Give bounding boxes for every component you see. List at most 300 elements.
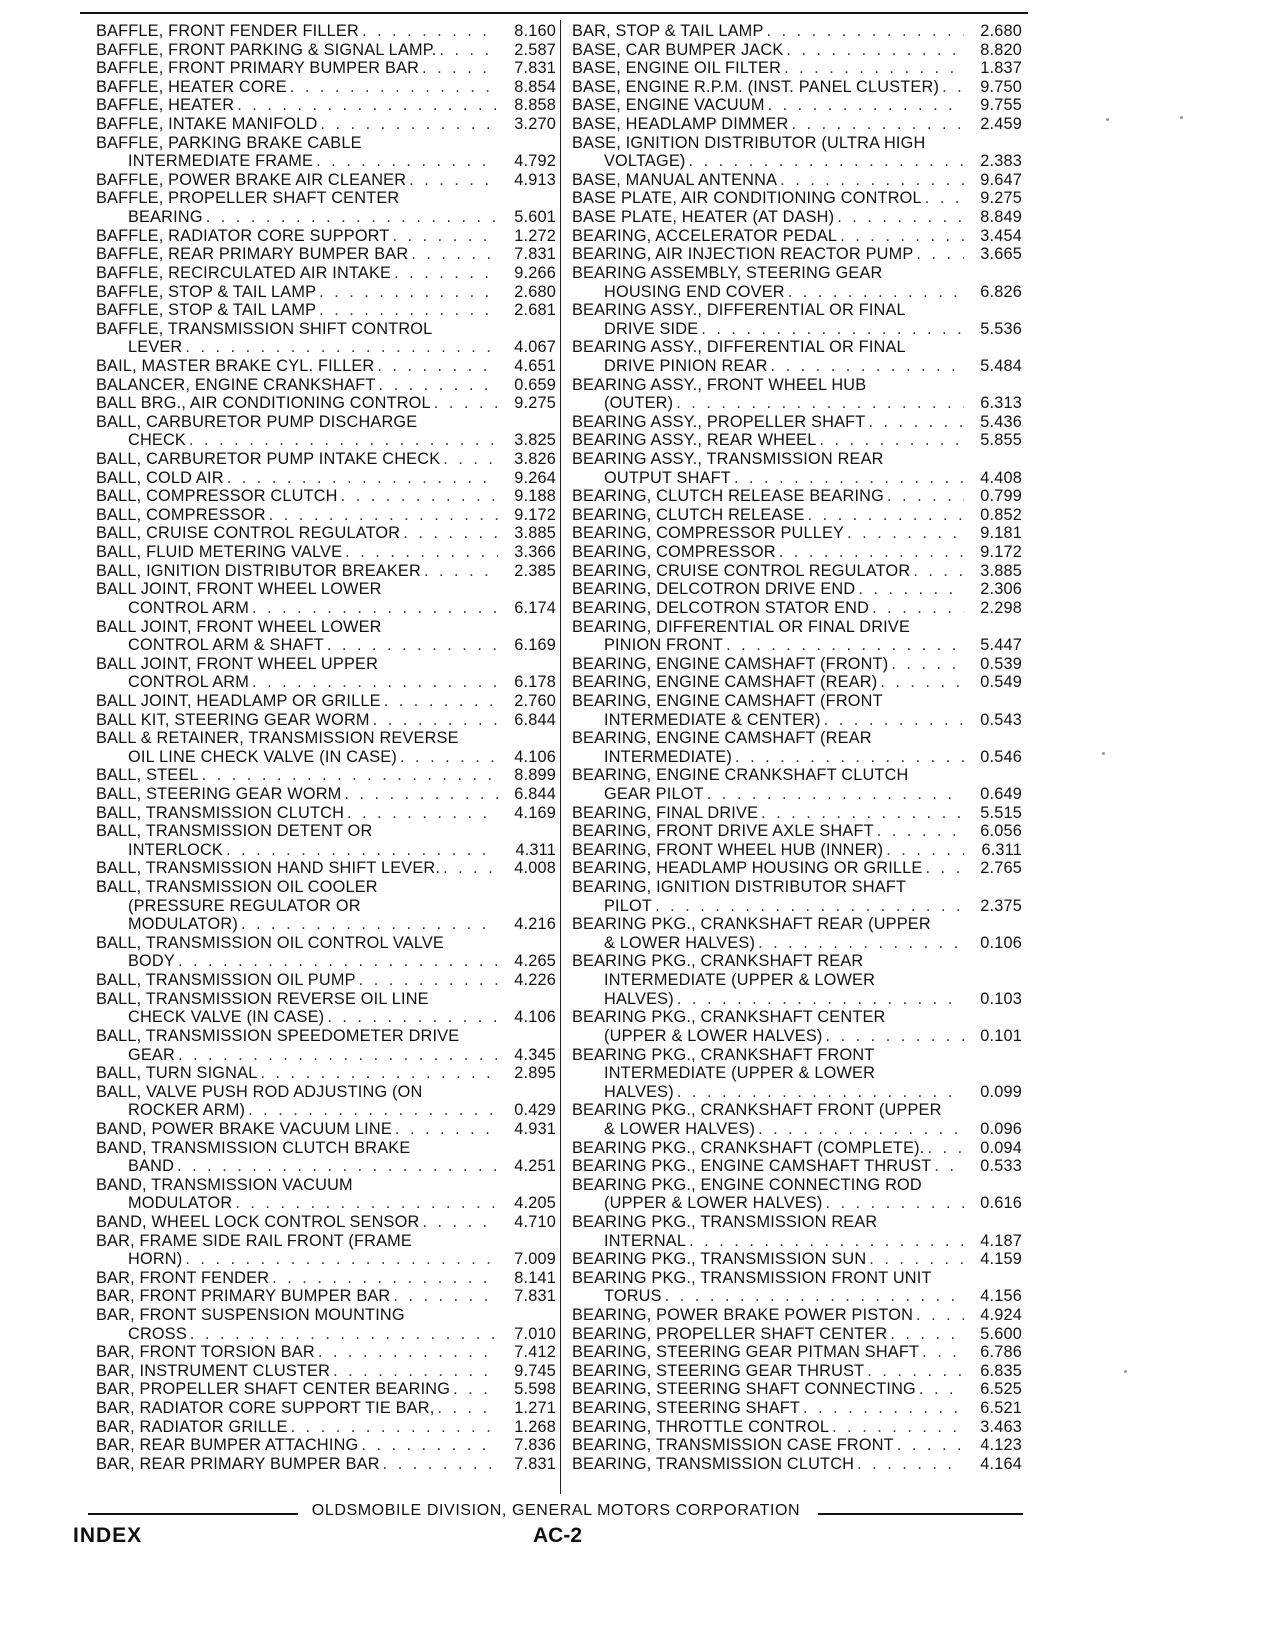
index-entry-text: BAFFLE, STOP & TAIL LAMP — [96, 282, 317, 301]
index-page-ref: 0.543 — [980, 710, 1022, 729]
index-page-ref: 4.106 — [514, 747, 556, 766]
index-entry-line — [572, 841, 1022, 860]
index-entry-text: BAR, REAR BUMPER ATTACHING — [96, 1436, 359, 1455]
index-entry — [572, 692, 1022, 729]
index-entry-text: INTERMEDIATE) — [604, 747, 733, 766]
index-entry — [572, 673, 1022, 692]
index-entry — [96, 524, 556, 543]
index-page-ref: 5.484 — [980, 356, 1022, 375]
dot-leader — [406, 171, 498, 190]
index-entry — [572, 1399, 1022, 1418]
index-entry-text: BEARING PKG., TRANSMISSION REAR — [572, 1213, 878, 1231]
index-entry-text: BALL, TRANSMISSION SPEEDOMETER DRIVE — [96, 1026, 460, 1045]
index-entry-text: BALL, CRUISE CONTROL REGULATOR — [96, 524, 401, 543]
index-entry-line — [572, 580, 1022, 599]
index-entry — [572, 1101, 1022, 1138]
index-page-ref: 4.123 — [980, 1436, 1022, 1455]
index-page-ref: 7.831 — [514, 1287, 556, 1306]
dot-leader — [887, 1325, 964, 1344]
index-entry — [96, 134, 556, 171]
index-entry-text: BEARING, TRANSMISSION CLUTCH — [572, 1454, 855, 1473]
index-entry — [572, 78, 1022, 97]
dot-leader — [287, 78, 498, 97]
index-entry-line — [96, 96, 556, 115]
index-page-ref: 2.385 — [514, 561, 556, 580]
index-entry-line — [572, 431, 1022, 450]
index-entry-text: BEARING ASSY., TRANSMISSION REAR — [572, 450, 884, 469]
dot-leader — [674, 990, 964, 1009]
index-entry-text: BAR, STOP & TAIL LAMP — [572, 22, 764, 40]
dot-leader — [765, 96, 964, 115]
dot-leader — [392, 1120, 498, 1139]
dot-leader — [203, 208, 498, 227]
dot-leader — [330, 1362, 498, 1381]
index-entry-line — [572, 1362, 1022, 1381]
index-entry — [96, 859, 556, 878]
index-entry — [572, 618, 1022, 655]
index-entry — [572, 1455, 1022, 1474]
index-page-ref: 1.271 — [514, 1399, 556, 1418]
index-page-ref: 4.924 — [980, 1306, 1022, 1325]
index-entry-text: BALL, VALVE PUSH ROD ADJUSTING (ON — [96, 1082, 423, 1101]
index-entry — [96, 189, 556, 226]
index-entry-text: BEARING, STEERING GEAR THRUST — [572, 1361, 865, 1380]
index-entry-text: BALL JOINT, HEADLAMP OR GRILLE — [96, 691, 381, 710]
index-entry-text: HALVES) — [604, 1082, 674, 1101]
footer-rule-left — [88, 1513, 298, 1515]
index-page-ref: 4.792 — [514, 152, 556, 171]
index-page-ref: 5.600 — [980, 1324, 1022, 1343]
index-entry-text: BEARING, PROPELLER SHAFT CENTER — [572, 1324, 888, 1343]
index-entry-text: BEARING, FRONT DRIVE AXLE SHAFT — [572, 822, 874, 841]
index-page-ref: 3.366 — [514, 543, 556, 562]
index-entry-line — [572, 1120, 1022, 1139]
index-entry-line — [572, 952, 1022, 971]
index-entry — [96, 1120, 556, 1139]
index-page-ref: 9.266 — [514, 263, 556, 282]
dot-leader — [913, 245, 964, 264]
dot-leader — [344, 804, 498, 823]
index-page-ref: 4.067 — [514, 338, 556, 357]
index-entry-line — [572, 766, 1022, 785]
index-entry-line — [572, 1269, 1022, 1288]
dot-leader — [674, 1083, 964, 1102]
index-column-right — [572, 22, 1022, 1474]
index-entry-text: BALL, TRANSMISSION DETENT OR — [96, 822, 373, 841]
dot-leader — [821, 711, 964, 730]
index-entry-line — [96, 152, 556, 171]
index-page-ref: 4.106 — [514, 1008, 556, 1027]
index-entry-text: LEVER — [128, 338, 183, 357]
index-entry-text: BALL JOINT, FRONT WHEEL UPPER — [96, 654, 379, 673]
index-entry — [572, 376, 1022, 413]
dot-leader — [238, 915, 498, 934]
index-entry-text: INTERMEDIATE (UPPER & LOWER — [604, 1064, 876, 1083]
dot-leader — [888, 655, 964, 674]
index-entry-line — [96, 1008, 556, 1027]
index-entry-line — [572, 822, 1022, 841]
index-entry-text: BALL, TRANSMISSION OIL PUMP — [96, 971, 356, 990]
index-entry-line — [96, 245, 556, 264]
index-page-ref: 4.205 — [514, 1194, 556, 1213]
dot-leader — [910, 562, 964, 581]
column-divider — [560, 20, 561, 1494]
index-page-ref: 6.056 — [980, 822, 1022, 841]
top-rule — [80, 12, 1028, 14]
dot-leader — [175, 952, 498, 971]
dot-leader — [234, 96, 498, 115]
dot-leader — [224, 469, 498, 488]
index-entry — [572, 1306, 1022, 1325]
index-entry-text: BAFFLE, RADIATOR CORE SUPPORT — [96, 226, 390, 245]
dot-leader — [440, 859, 498, 878]
index-page-ref: 4.226 — [514, 971, 556, 990]
index-entry-line — [572, 1176, 1022, 1195]
index-entry-line — [96, 1194, 556, 1213]
index-entry-line — [572, 41, 1022, 60]
index-entry-text: BEARING, CRUISE CONTROL REGULATOR — [572, 561, 911, 580]
dot-leader — [249, 599, 498, 618]
index-entry — [572, 264, 1022, 301]
index-entry — [572, 562, 1022, 581]
index-entry — [572, 134, 1022, 171]
index-entry-line — [572, 1287, 1022, 1306]
index-entry — [96, 78, 556, 97]
index-entry-line — [572, 543, 1022, 562]
index-entry-line — [96, 1269, 556, 1288]
index-entry — [572, 859, 1022, 878]
index-entry-line — [96, 915, 556, 934]
index-page-ref: 4.008 — [514, 859, 556, 878]
index-entry-text: BEARING, ENGINE CAMSHAFT (REAR — [572, 729, 872, 748]
index-entry-line — [96, 543, 556, 562]
dot-leader — [266, 506, 498, 525]
index-entry — [96, 1064, 556, 1083]
dot-leader — [805, 506, 964, 525]
index-entry — [96, 413, 556, 450]
index-page-ref: 7.010 — [514, 1324, 556, 1343]
index-page-ref: 8.141 — [514, 1268, 556, 1287]
index-entry-line — [96, 115, 556, 134]
index-entry — [96, 618, 556, 655]
index-entry-line — [96, 227, 556, 246]
index-entry-text: BASE PLATE, HEATER (AT DASH) — [572, 208, 835, 227]
dot-leader — [232, 1194, 498, 1213]
dot-leader — [916, 1380, 964, 1399]
dot-leader — [776, 543, 964, 562]
index-entry-text: BEARING PKG., CRANKSHAFT CENTER — [572, 1008, 886, 1027]
index-entry-text: BASE PLATE, AIR CONDITIONING CONTROL — [572, 189, 922, 208]
index-entry-line — [96, 394, 556, 413]
index-entry-line — [96, 1343, 556, 1362]
index-entry-text: HORN) — [128, 1250, 183, 1269]
index-entry — [96, 301, 556, 320]
index-entry-line — [96, 655, 556, 674]
index-entry — [96, 1176, 556, 1213]
index-entry — [572, 171, 1022, 190]
index-entry-line — [96, 431, 556, 450]
index-entry-line — [96, 748, 556, 767]
index-entry — [572, 655, 1022, 674]
dot-leader — [408, 245, 498, 264]
index-entry-text: BEARING, ENGINE CAMSHAFT (FRONT — [572, 691, 883, 710]
index-entry — [572, 1343, 1022, 1362]
index-entry-text: BAR, FRONT PRIMARY BUMPER BAR — [96, 1287, 391, 1306]
dot-leader — [869, 599, 964, 618]
index-entry-line — [572, 878, 1022, 897]
dot-leader — [884, 487, 964, 506]
index-entry-text: BALL BRG., AIR CONDITIONING CONTROL — [96, 394, 431, 413]
index-entry-text: BALL, COMPRESSOR CLUTCH — [96, 487, 338, 506]
index-entry-line — [96, 1418, 556, 1437]
index-entry-text: BEARING, COMPRESSOR PULLEY — [572, 524, 845, 543]
index-entry-line — [96, 41, 556, 60]
index-entry-text: BAR, RADIATOR CORE SUPPORT TIE BAR, — [96, 1399, 435, 1418]
index-entry-text: DRIVE PINION REAR — [604, 356, 768, 375]
index-entry-text: BEARING ASSY., REAR WHEEL — [572, 431, 817, 450]
index-entry-text: BAR, FRONT SUSPENSION MOUNTING — [96, 1306, 405, 1325]
dot-leader — [316, 301, 498, 320]
dot-leader — [894, 1436, 964, 1455]
index-entry-text: BALL & RETAINER, TRANSMISSION REVERSE — [96, 729, 459, 748]
index-page-ref: 0.659 — [514, 375, 556, 394]
index-entry-text: BAND, POWER BRAKE VACUUM LINE — [96, 1119, 392, 1138]
index-page-ref: 5.447 — [980, 636, 1022, 655]
dot-leader — [315, 1343, 498, 1362]
index-entry-text: BEARING, HEADLAMP HOUSING OR GRILLE — [572, 859, 923, 878]
index-entry-text: BEARING, CLUTCH RELEASE BEARING — [572, 487, 884, 506]
index-entry-line — [96, 301, 556, 320]
index-entry-text: BEARING PKG., ENGINE CONNECTING ROD — [572, 1175, 922, 1194]
index-entry-line — [572, 1064, 1022, 1083]
index-entry-line — [96, 841, 556, 860]
index-entry-line — [572, 208, 1022, 227]
dot-leader — [358, 1436, 498, 1455]
index-entry — [572, 487, 1022, 506]
index-entry-text: BALL, IGNITION DISTRIBUTOR BREAKER — [96, 561, 421, 580]
index-page-ref: 6.313 — [980, 394, 1022, 413]
dot-leader — [370, 711, 498, 730]
index-entry — [572, 189, 1022, 208]
index-page-ref: 0.429 — [514, 1101, 556, 1120]
index-entry — [572, 115, 1022, 134]
index-entry-line — [572, 692, 1022, 711]
dot-leader — [662, 1287, 964, 1306]
index-entry — [572, 822, 1022, 841]
index-entry — [572, 227, 1022, 246]
index-entry-line — [96, 990, 556, 1009]
index-entry-text: BAFFLE, STOP & TAIL LAMP — [96, 301, 317, 320]
index-page-ref: 3.885 — [514, 524, 556, 543]
index-page-ref: 8.820 — [980, 40, 1022, 59]
index-entry — [572, 1250, 1022, 1269]
index-entry-line — [572, 96, 1022, 115]
index-entry — [572, 1008, 1022, 1045]
index-entry — [96, 394, 556, 413]
index-entry-line — [572, 301, 1022, 320]
index-page-ref: 6.844 — [514, 710, 556, 729]
index-entry — [572, 1157, 1022, 1176]
dot-leader — [316, 283, 498, 302]
dot-leader — [376, 376, 498, 395]
index-page-ref: 4.913 — [514, 170, 556, 189]
index-entry-line — [572, 469, 1022, 488]
index-page-ref: 6.521 — [980, 1399, 1022, 1418]
index-entry — [572, 450, 1022, 487]
index-entry — [96, 990, 556, 1027]
index-entry-line — [96, 1287, 556, 1306]
index-entry-line — [96, 22, 556, 41]
index-entry — [96, 729, 556, 766]
index-entry — [572, 915, 1022, 952]
index-entry-line — [96, 1157, 556, 1176]
index-entry-line — [572, 804, 1022, 823]
index-page-ref: 6.844 — [514, 784, 556, 803]
index-entry-text: GEAR PILOT — [604, 784, 704, 803]
dot-leader — [223, 841, 498, 860]
index-entry — [572, 431, 1022, 450]
index-entry — [96, 1306, 556, 1343]
index-entry-text: BAR, PROPELLER SHAFT CENTER BEARING — [96, 1380, 451, 1399]
dot-leader — [174, 1157, 498, 1176]
index-entry-text: BEARING PKG., CRANKSHAFT REAR (UPPER — [572, 915, 931, 934]
dot-leader — [317, 115, 498, 134]
dot-leader — [324, 1008, 498, 1027]
dot-leader — [698, 320, 964, 339]
index-entry-line — [96, 971, 556, 990]
index-page-ref: 7.831 — [514, 245, 556, 264]
index-entry — [572, 59, 1022, 78]
index-entry-text: BEARING PKG., CRANKSHAFT FRONT — [572, 1045, 875, 1064]
dot-leader — [823, 1027, 964, 1046]
index-entry-line — [96, 1436, 556, 1455]
index-entry-text: BALL, TRANSMISSION OIL COOLER — [96, 878, 378, 897]
index-entry-text: BALL JOINT, FRONT WHEEL LOWER — [96, 580, 382, 599]
index-entry-text: BEARING, DIFFERENTIAL OR FINAL DRIVE — [572, 617, 910, 636]
dot-leader — [758, 804, 964, 823]
index-page-ref: 5.536 — [980, 319, 1022, 338]
index-entry — [572, 952, 1022, 1008]
index-entry — [572, 1418, 1022, 1437]
index-page-ref: 4.408 — [980, 468, 1022, 487]
index-entry-text: BASE, HEADLAMP DIMMER — [572, 115, 789, 134]
index-entry-line — [96, 78, 556, 97]
index-entry-text: BAND, WHEEL LOCK CONTROL SENSOR — [96, 1213, 420, 1231]
index-entry-text: OUTPUT SHAFT — [604, 468, 731, 487]
index-entry-line — [572, 915, 1022, 934]
index-entry-line — [96, 804, 556, 823]
index-page-ref: 0.799 — [980, 487, 1022, 506]
index-entry — [96, 115, 556, 134]
footer-page-number: AC-2 — [533, 1524, 583, 1547]
dot-leader — [342, 543, 498, 562]
dot-leader — [877, 673, 964, 692]
index-entry-text: BAR, REAR PRIMARY BUMPER BAR — [96, 1454, 380, 1473]
index-entry-line — [572, 264, 1022, 283]
index-entry-text: BAR, FRAME SIDE RAIL FRONT (FRAME — [96, 1231, 412, 1250]
index-entry — [96, 711, 556, 730]
index-entry-text: BEARING, STEERING GEAR PITMAN SHAFT — [572, 1343, 920, 1362]
dot-leader — [723, 636, 964, 655]
footer-rule-right — [818, 1513, 1023, 1515]
index-page-ref: 4.164 — [980, 1454, 1022, 1473]
index-entry — [96, 804, 556, 823]
index-entry-line — [572, 152, 1022, 171]
index-entry-text: BEARING, ENGINE CRANKSHAFT CLUTCH — [572, 766, 909, 785]
index-page-ref: 1.837 — [980, 59, 1022, 78]
index-entry — [96, 320, 556, 357]
index-entry — [96, 1380, 556, 1399]
index-entry-text: CONTROL ARM & SHAFT — [128, 636, 324, 655]
dot-leader — [390, 227, 499, 246]
index-entry-line — [572, 711, 1022, 730]
dot-leader — [175, 1046, 498, 1065]
index-entry-text: INTERMEDIATE FRAME — [128, 152, 314, 171]
index-entry-text: CROSS — [128, 1324, 187, 1343]
index-entry-text: CHECK — [128, 431, 186, 450]
index-entry-line — [572, 134, 1022, 153]
index-page-ref: 7.836 — [514, 1436, 556, 1455]
index-entry-text: BEARING, STEERING SHAFT CONNECTING — [572, 1380, 916, 1399]
dot-leader — [922, 189, 964, 208]
index-entry-line — [96, 1380, 556, 1399]
index-page-ref: 6.311 — [981, 840, 1022, 859]
index-page-ref: 4.169 — [514, 803, 556, 822]
index-entry — [96, 227, 556, 246]
index-page-ref: 3.825 — [514, 431, 556, 450]
index-entry — [96, 766, 556, 785]
index-entry-text: BALL, COLD AIR — [96, 468, 224, 487]
index-entry-text: BAFFLE, HEATER CORE — [96, 77, 287, 96]
index-page-ref: 0.539 — [980, 654, 1022, 673]
index-entry-text: GEAR — [128, 1045, 175, 1064]
dot-leader — [864, 1362, 964, 1381]
dot-leader — [844, 524, 964, 543]
dot-leader — [338, 487, 498, 506]
dot-leader — [923, 859, 965, 878]
index-entry — [572, 413, 1022, 432]
index-page-ref: 9.172 — [514, 505, 556, 524]
index-page-ref: 2.680 — [980, 22, 1022, 40]
index-entry — [96, 878, 556, 934]
index-page-ref: 2.895 — [514, 1064, 556, 1083]
scan-speck — [1102, 752, 1105, 755]
index-entry — [96, 487, 556, 506]
scan-speck — [1124, 1370, 1127, 1373]
index-entry-line — [572, 1436, 1022, 1455]
index-page-ref: 0.549 — [980, 673, 1022, 692]
index-entry-line — [96, 1139, 556, 1158]
dot-leader — [874, 822, 964, 841]
index-entry-line — [572, 636, 1022, 655]
index-entry-line — [96, 562, 556, 581]
index-entry-text: BALL, TRANSMISSION OIL CONTROL VALVE — [96, 933, 444, 952]
index-entry-text: BEARING, POWER BRAKE POWER PISTON — [572, 1306, 914, 1325]
index-entry — [572, 1325, 1022, 1344]
index-entry-text: ROCKER ARM) — [128, 1101, 246, 1120]
index-entry-line — [96, 1399, 556, 1418]
index-entry-text: INTERNAL — [604, 1231, 687, 1250]
index-entry-text: BASE, ENGINE VACUUM — [572, 96, 765, 115]
index-entry — [96, 543, 556, 562]
dot-leader — [313, 152, 498, 171]
index-entry-text: BASE, ENGINE OIL FILTER — [572, 59, 782, 78]
index-page-ref: 4.187 — [980, 1231, 1022, 1250]
index-entry-line — [572, 1325, 1022, 1344]
index-entry-text: (OUTER) — [604, 394, 674, 413]
index-page-ref: 1.268 — [514, 1417, 556, 1436]
index-entry-line — [96, 134, 556, 153]
